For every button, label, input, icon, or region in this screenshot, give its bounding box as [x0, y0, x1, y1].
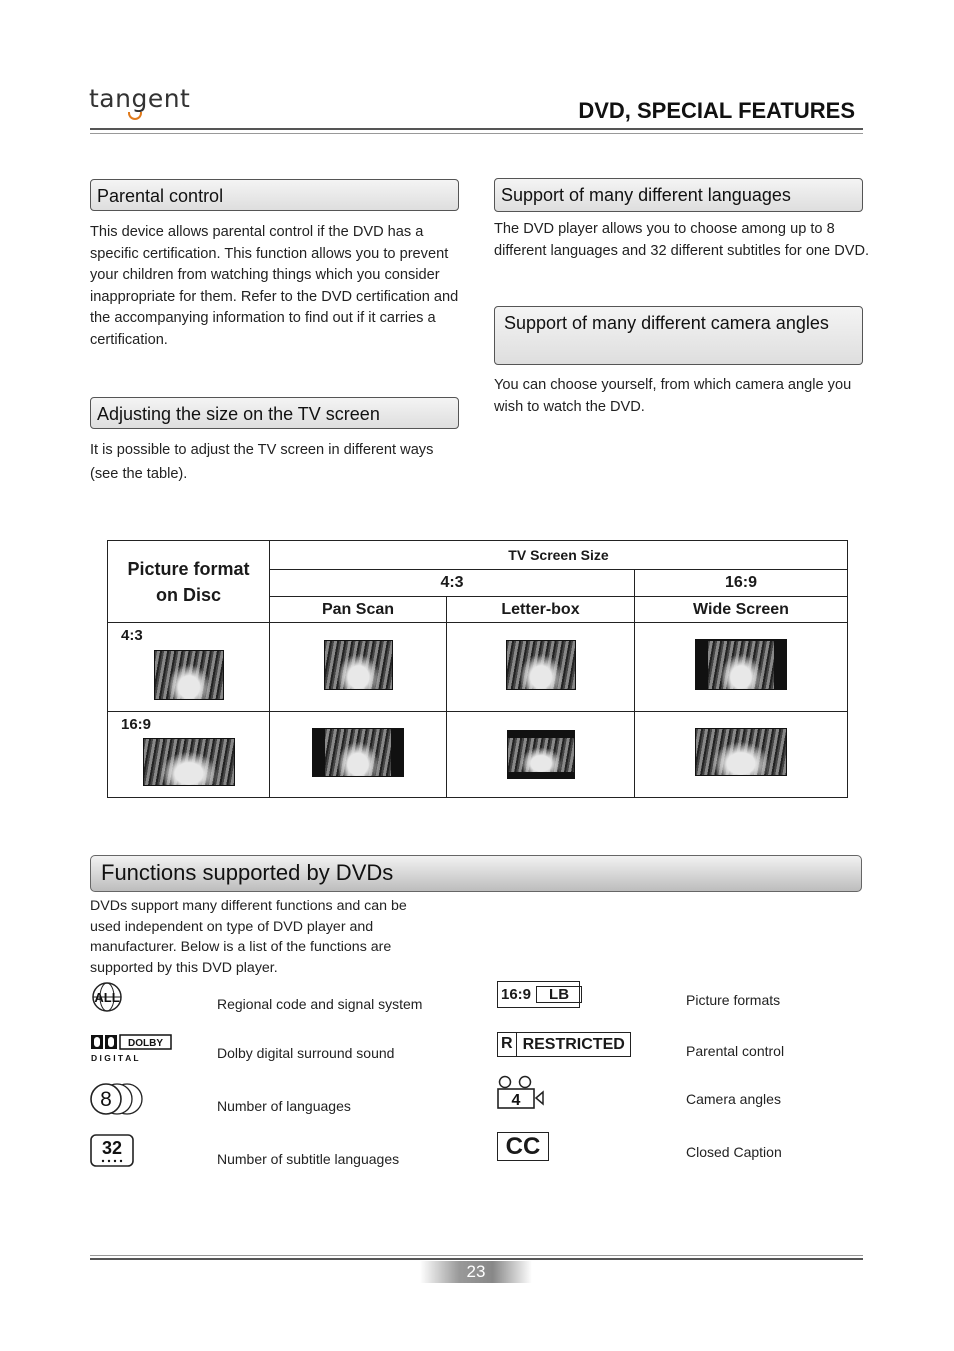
camera-heading: Support of many different camera angles [494, 306, 863, 365]
cropped-frame [312, 728, 404, 777]
languages-icon [89, 1082, 145, 1116]
cell-169-letter-box [447, 712, 635, 798]
camera-angles-label: Camera angles [686, 1091, 781, 1107]
page-number: 23 [420, 1261, 532, 1283]
brand-swirl-icon [128, 112, 142, 120]
camera-number: 4 [511, 1092, 521, 1109]
corner-line1: Picture format [127, 558, 250, 579]
forest-picture [695, 728, 787, 776]
footer-divider [90, 1255, 863, 1260]
forest-picture [707, 640, 775, 690]
dolby-digital-word: D I G I T A L [91, 1053, 139, 1063]
camera-body: You can choose yourself, from which camera angle you wish to watch the DVD. [494, 377, 852, 415]
picture-formats-label: Picture formats [686, 992, 781, 1008]
lb-text: LB [536, 986, 582, 1003]
parental-heading: Parental control [90, 179, 459, 211]
dolby-label: Dolby digital surround sound [217, 1045, 395, 1061]
picture-format-icon [497, 981, 580, 1008]
row-169-source [108, 712, 270, 798]
lb-ratio: 16:9 [501, 986, 532, 1003]
letterbox-frame [507, 730, 575, 779]
dolby-digital-icon [90, 1034, 174, 1064]
functions-intro: DVDs support many different functions and can be used independent on type of DVD player and manufacturer. Below is a list of the functions are supported by this DVD player. [90, 898, 407, 976]
cell-169-wide-screen [635, 712, 848, 798]
cell-169-pan-scan [270, 712, 447, 798]
functions-heading: Functions supported by DVDs [90, 855, 862, 892]
row-43-source [108, 623, 270, 712]
col-header-169: 16:9 [635, 570, 848, 597]
subtitles-icon [89, 1133, 135, 1169]
forest-picture [324, 728, 392, 777]
languages-label: Number of languages [217, 1098, 351, 1114]
parental-control-label: Parental control [686, 1043, 785, 1059]
tvsize-body: It is possible to adjust the TV screen in different ways (see the table). [90, 442, 434, 482]
forest-picture-169 [143, 738, 235, 786]
tvsize-heading: Adjusting the size on the TV screen [90, 397, 459, 429]
forest-picture [506, 640, 576, 690]
row-label-169: 16:9 [121, 716, 152, 733]
pillarbox-frame [695, 639, 787, 690]
languages-heading: Support of many different languages [494, 178, 863, 212]
restricted-text: RESTRICTED [522, 1035, 625, 1053]
sub-header-pan-scan: Pan Scan [270, 597, 447, 623]
sub-header-letter-box: Letter-box [447, 597, 635, 623]
col-header-43: 4:3 [270, 570, 635, 597]
subtitles-number: 32 [101, 1138, 123, 1158]
all-logo-text: ALL [94, 990, 120, 1005]
page-title: DVD, SPECIAL FEATURES [578, 98, 855, 123]
forest-picture [507, 737, 575, 773]
camera-angles-icon [496, 1075, 546, 1111]
forest-picture [324, 640, 393, 690]
parental-body: This device allows parental control if the DVD has a specific certification. This function allows you to prevent your children from watching things which you consider inappropriate for them. Refer to the DVD certification and the accompanying information to find out if it carries a certification. [90, 224, 459, 348]
table-corner [108, 541, 270, 623]
cell-43-pan-scan [270, 623, 447, 712]
closed-caption-icon: CC [497, 1132, 549, 1161]
cell-43-letter-box [447, 623, 635, 712]
row-label-43: 4:3 [121, 627, 143, 644]
tv-format-table [107, 540, 848, 798]
cell-43-wide-screen [635, 623, 848, 712]
region-all-icon [90, 981, 124, 1013]
corner-line2: on Disc [155, 584, 221, 605]
restricted-icon [497, 1032, 631, 1057]
subtitles-label: Number of subtitle languages [217, 1151, 400, 1167]
header-divider [90, 128, 863, 134]
tv-screen-size-header: TV Screen Size [270, 541, 848, 570]
brand-name: tangent [89, 84, 191, 113]
forest-picture-43 [154, 650, 224, 700]
dolby-word: DOLBY [128, 1038, 163, 1049]
regional-label: Regional code and signal system [217, 996, 423, 1012]
languages-number: 8 [100, 1088, 112, 1111]
closed-caption-label: Closed Caption [686, 1144, 782, 1160]
languages-body: The DVD player allows you to choose among up to 8 different languages and 32 different subtitles for one DVD. [494, 221, 870, 259]
restricted-r: R [498, 1033, 517, 1056]
sub-header-wide-screen: Wide Screen [635, 597, 848, 623]
